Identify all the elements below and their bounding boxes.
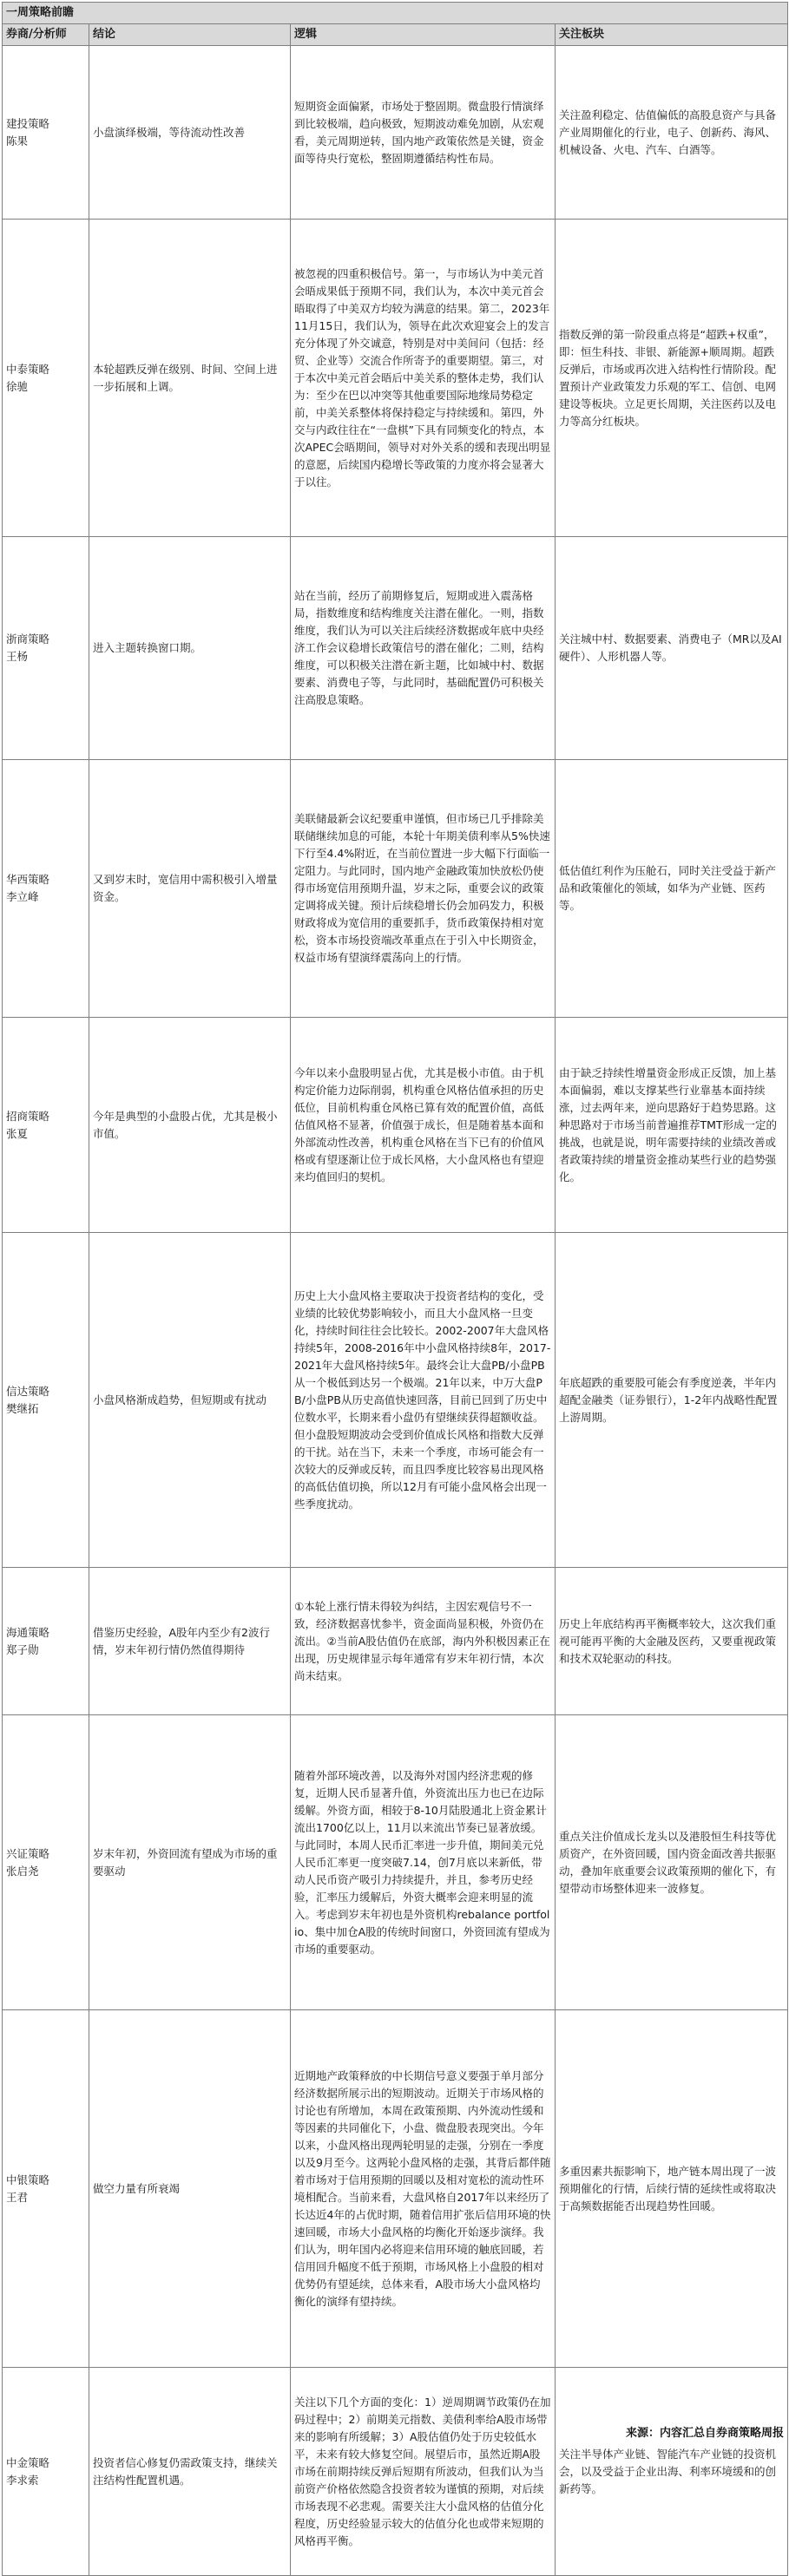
logic-cell: 被忽视的四重积极信号。第一，与市场认为中美元首会晤成果低于预期不同，我们认为，本次中美元首会晤取得了中美双方均较为满意的结果。第二，2023年11月15日，我们认为，领导在此次欢迎宴会上的发言充分体现了外交诚意，特别是对中美间问（包括：经贸、企业等）交流合作所寄予的重要期望。第三，对于本次中美元首会晤后中美关系的整体走势，我们认为：至少在巴以冲突等其他重要国际地缘局势稳定前，中美关系整体将保持稳定与持续缓和。第四，外交与内政往往在“一盘棋”下具有同频变化的特点，本次APEC会晤期间，领导对对外关系的缓和表现出明显的意愿，后续国内稳增长等政策的力度亦将会显著大于以往。 <box>291 220 556 537</box>
broker-name: 信达策略 <box>6 1384 50 1398</box>
analyst-name: 张启尧 <box>6 1864 39 1878</box>
source-note: 来源：内容汇总自券商策略周报 <box>625 2427 784 2440</box>
header-sectors: 关注板块 <box>556 24 788 46</box>
logic-cell: 站在当前，经历了前期修复后，短期或进入震荡格局，指数维度和结构维度关注潜在催化。一则，指数维度，我们认为可以关注后续经济数据或年底中央经济工作会议稳增长政策信号的潜在催化；二则，结构维度，可以积极关注潜在新主题，比如城中村、数据要素、消费电子等，与此同时，基础配置仍可积极关注高股息策略。 <box>291 537 556 760</box>
table-title: 一周策略前瞻 <box>3 3 788 24</box>
conclusion-cell: 做空力量有所衰竭 <box>89 2010 291 2368</box>
broker-name: 中银策略 <box>6 2173 50 2186</box>
sectors-cell: 历史上年底结构再平衡概率较大，这次我们重视可能再平衡的大金融及医药，又要重视政策和技术双轮驱动的科技。 <box>556 1568 788 1715</box>
broker-name: 浙商策略 <box>6 633 50 646</box>
logic-cell: 今年以来小盘股明显占优，尤其是极小市值。由于机构定价能力边际削弱，机构重仓风格估值承担的历史低位，目前机构重仓风格已算有效的配置价值，高低估值风格不显著，价值强于成长，但是随着基本面和外部流动性改善，机构重仓风格在当下已有的价值风格或有望逐渐让位于成长风格，大小盘风格也有望迎来均值回归的契机。 <box>291 1018 556 1233</box>
broker-cell <box>3 220 89 537</box>
analyst-name: 张夏 <box>6 1126 29 1140</box>
conclusion-cell: 小盘风格渐成趋势，但短期或有扰动 <box>89 1233 291 1568</box>
analyst-name: 郑子勋 <box>6 1642 39 1656</box>
analyst-name: 李求索 <box>6 2473 39 2487</box>
sectors-cell: 关注城中村、数据要素、消费电子（MR以及AI硬件）、人形机器人等。 <box>556 537 788 760</box>
broker-cell <box>3 2010 89 2368</box>
broker-name: 招商策略 <box>6 1109 50 1123</box>
broker-cell <box>3 1018 89 1233</box>
logic-cell: 随着外部环境改善，以及海外对国内经济悲观的修复，近期人民币显著升值，外资流出压力也已在边际缓解。外资方面，相较于8-10月陆股通北上资金累计流出1700亿以上，11月以来流出节奏已显著放缓。与此同时，本周人民币汇率进一步升值，期间美元兑人民币汇率更一度突破7.14，创7月底以来新低，带动人民币资产吸引力持续提升，并且，参考历史经验，汇率压力缓解后，外资大概率会迎来明显的流入。考虑到岁末年初也是外资机构rebalance portfolio、集中加仓A股的传统时间窗口，外资回流有望成为市场的重要驱动。 <box>291 1715 556 2010</box>
logic-cell: 近期地产政策释放的中长期信号意义要强于单月部分经济数据所展示出的短期波动。近期关于市场风格的讨论也有所增加，本周在政策预期、内外流动性缓和等因素的共同催化下，小盘、微盘股表现突出。今年以来，小盘风格出现两轮明显的走强，分别在一季度以及9月至今。这两轮小盘风格的走强，其背后都伴随着市场对于信用预期的回暖以及相对宽松的流动性环境相配合。当前来看，大盘风格自2017年以来经历了长达近4年的占优时期，随着信用扩张后信用环境的快速回暖，市场大小盘风格的均衡化开始逐步演绎。我们认为，明年国内必将迎来信用环境的触底回暖，若信用回升幅度不低于预期，市场风格上小盘股的相对优势仍有望延续，总体来看，A股市场大小盘风格均衡化的演绎有望持续。 <box>291 2010 556 2368</box>
sectors-cell: 重点关注价值成长龙头以及港股恒生科技等优质资产，在外资回暖，国内资金面改善共振驱动，叠加年底重要会议政策预期的催化下，有望带动市场整体迎来一波修复。 <box>556 1715 788 2010</box>
table-row <box>3 2010 788 2368</box>
logic-cell: ①本轮上涨行情未得较为纠结，主因宏观信号不一致，经济数据喜忧参半，资金面尚显积极，外资仍在流出。②当前A股估值仍在底部，海内外积极因素正在出现，历史规律显示每年通常有岁末年初行情，本次尚未结束。 <box>291 1568 556 1715</box>
table-title-row <box>3 3 788 24</box>
broker-cell <box>3 2368 89 2576</box>
conclusion-cell: 今年是典型的小盘股占优，尤其是极小市值。 <box>89 1018 291 1233</box>
sectors-cell: 多重因素共振影响下，地产链本周出现了一波预期催化的行情，后续行情的延续性或将取决于高频数据能否出现趋势性回暖。 <box>556 2010 788 2368</box>
broker-name: 中泰策略 <box>6 362 50 376</box>
analyst-name: 樊继拓 <box>6 1401 39 1415</box>
table-row <box>3 1568 788 1715</box>
table-row <box>3 537 788 760</box>
table-row <box>3 760 788 1018</box>
sectors-cell: 指数反弹的第一阶段重点将是“超跌+权重”，即：恒生科技、非银、新能源+顺周期。超跌反弹后，市场或再次进入结构性行情阶段。配置预计产业政策发力乐观的军工、信创、电网建设等板块。立足更长周期，关注医药以及电力等高分红板块。 <box>556 220 788 537</box>
sectors-cell: 关注半导体产业链、智能汽车产业链的投资机会，以及受益于企业出海、利率环境缓和的创新药等。 <box>556 2368 788 2576</box>
logic-cell: 历史上大小盘风格主要取决于投资者结构的变化，受业绩的比较优势影响较小，而且大小盘风格一旦变化，持续时间往往会比较长。2002-2007年大盘风格持续5年，2008-2016年中小盘风格持续8年，2017-2021年大盘风格持续5年。最终会让大盘PB/小盘PB从一个极低到达另一个极端。21年以来，中万大盘PB/小盘PB从历史高值快速回落，目前已回到了历史中位数水平，长期来看小盘仍有望继续获得超额收益。但小盘股短期波动会受到价值成长风格和指数大反弹的干扰。站在当下，未来一个季度，市场可能会有一次较大的反弹或反转，而且四季度比较容易出现风格的高低估值切换，所以12月有可能小盘风格会出现一些季度扰动。 <box>291 1233 556 1568</box>
strategy-weekly-table <box>2 2 788 2576</box>
table-row <box>3 1233 788 1568</box>
analyst-name: 徐驰 <box>6 379 29 393</box>
analyst-name: 李立峰 <box>6 890 39 903</box>
conclusion-cell: 进入主题转换窗口期。 <box>89 537 291 760</box>
sectors-cell: 低估值红利作为压舱石，同时关注受益于新产品和政策催化的领域，如华为产业链、医药等。 <box>556 760 788 1018</box>
broker-cell <box>3 760 89 1018</box>
table-row <box>3 2368 788 2576</box>
analyst-name: 陈果 <box>6 134 29 147</box>
conclusion-cell: 岁末年初，外资回流有望成为市场的重要驱动 <box>89 1715 291 2010</box>
broker-name: 建投策略 <box>6 116 50 130</box>
broker-cell <box>3 1715 89 2010</box>
conclusion-cell: 又到岁末时，宽信用中需积极引入增量资金。 <box>89 760 291 1018</box>
header-logic: 逻辑 <box>291 24 556 46</box>
table-row <box>3 220 788 537</box>
conclusion-cell: 小盘演绎极端，等待流动性改善 <box>89 46 291 220</box>
conclusion-cell: 借鉴历史经验，A股年内至少有2波行情，岁末年初行情仍然值得期待 <box>89 1568 291 1715</box>
analyst-name: 王君 <box>6 2190 29 2204</box>
header-conclusion: 结论 <box>89 24 291 46</box>
sectors-cell: 由于缺乏持续性增量资金形成正反馈，加上基本面偏弱，难以支撑某些行业靠基本面持续涨，过去两年来，逆向思路好于趋势思路。这种思路对于市场当前普遍推荐TMT形成一定的挑战，也就是说，明年需要持续的业绩改善或者政策持续的增量资金推动某些行业的趋势强化。 <box>556 1018 788 1233</box>
logic-cell: 关注以下几个方面的变化：1）逆周期调节政策仍在加码过程中；2）前期美元指数、美债利率给A股市场带来的影响有所缓解；3）A股估值仍处于历史较低水平，未来有较大修复空间。展望后市，虽然近期A股市场在前期持续反弹后短期有所波动，但我们认为当前资产价格依然隐含投资者较为谨慎的预期，对后续市场表现不必悲观。需要关注大小盘风格的估值分化程度，历史经验显示较大的估值分化也或带来短期的风格再平衡。 <box>291 2368 556 2576</box>
header-broker: 券商/分析师 <box>3 24 89 46</box>
table-row <box>3 46 788 220</box>
table-row <box>3 1018 788 1233</box>
conclusion-cell: 本轮超跌反弹在级别、时间、空间上进一步拓展和上调。 <box>89 220 291 537</box>
conclusion-cell: 投资者信心修复仍需政策支持，继续关注结构性配置机遇。 <box>89 2368 291 2576</box>
broker-name: 兴证策略 <box>6 1846 50 1860</box>
broker-cell <box>3 1233 89 1568</box>
sectors-cell: 关注盈利稳定、估值偏低的高股息资产与具备产业周期催化的行业，电子、创新药、海风、机械设备、火电、汽车、白酒等。 <box>556 46 788 220</box>
table-header-row <box>3 24 788 46</box>
broker-cell <box>3 537 89 760</box>
logic-cell: 美联储最新会议纪要重申谨慎，但市场已几乎排除美联储继续加息的可能，本轮十年期美债利率从5%快速下行至4.4%附近，在当前位置进一步大幅下行面临一定阻力。与此同时，国内地产金融政策加快放松仍使得市场宽信用预期升温，岁末之际，重要会议的政策定调将成关键。预计后续稳增长仍会加码发力，积极财政将成为宽信用的重要抓手，货币政策保持相对宽松，资本市场投资端改革重点在于引入中长期资金，权益市场有望演绎震荡向上的行情。 <box>291 760 556 1018</box>
sectors-cell: 年底超跌的重要股可能会有季度逆袭，半年内超配金融类（证券银行），1-2年内战略性配置上游周期。 <box>556 1233 788 1568</box>
broker-cell <box>3 46 89 220</box>
broker-cell <box>3 1568 89 1715</box>
broker-name: 海通策略 <box>6 1625 50 1639</box>
broker-name: 华西策略 <box>6 873 50 886</box>
broker-name: 中金策略 <box>6 2455 50 2469</box>
analyst-name: 王杨 <box>6 650 29 663</box>
logic-cell: 短期资金面偏紧，市场处于整固期。微盘股行情演绎到比较极端，趋向极致，短期波动难免加剧，从宏观看，美元周期逆转，国内地产政策依然是关键，资金面等待央行宽松，整固期遵循结构性布局。 <box>291 46 556 220</box>
table-row <box>3 1715 788 2010</box>
